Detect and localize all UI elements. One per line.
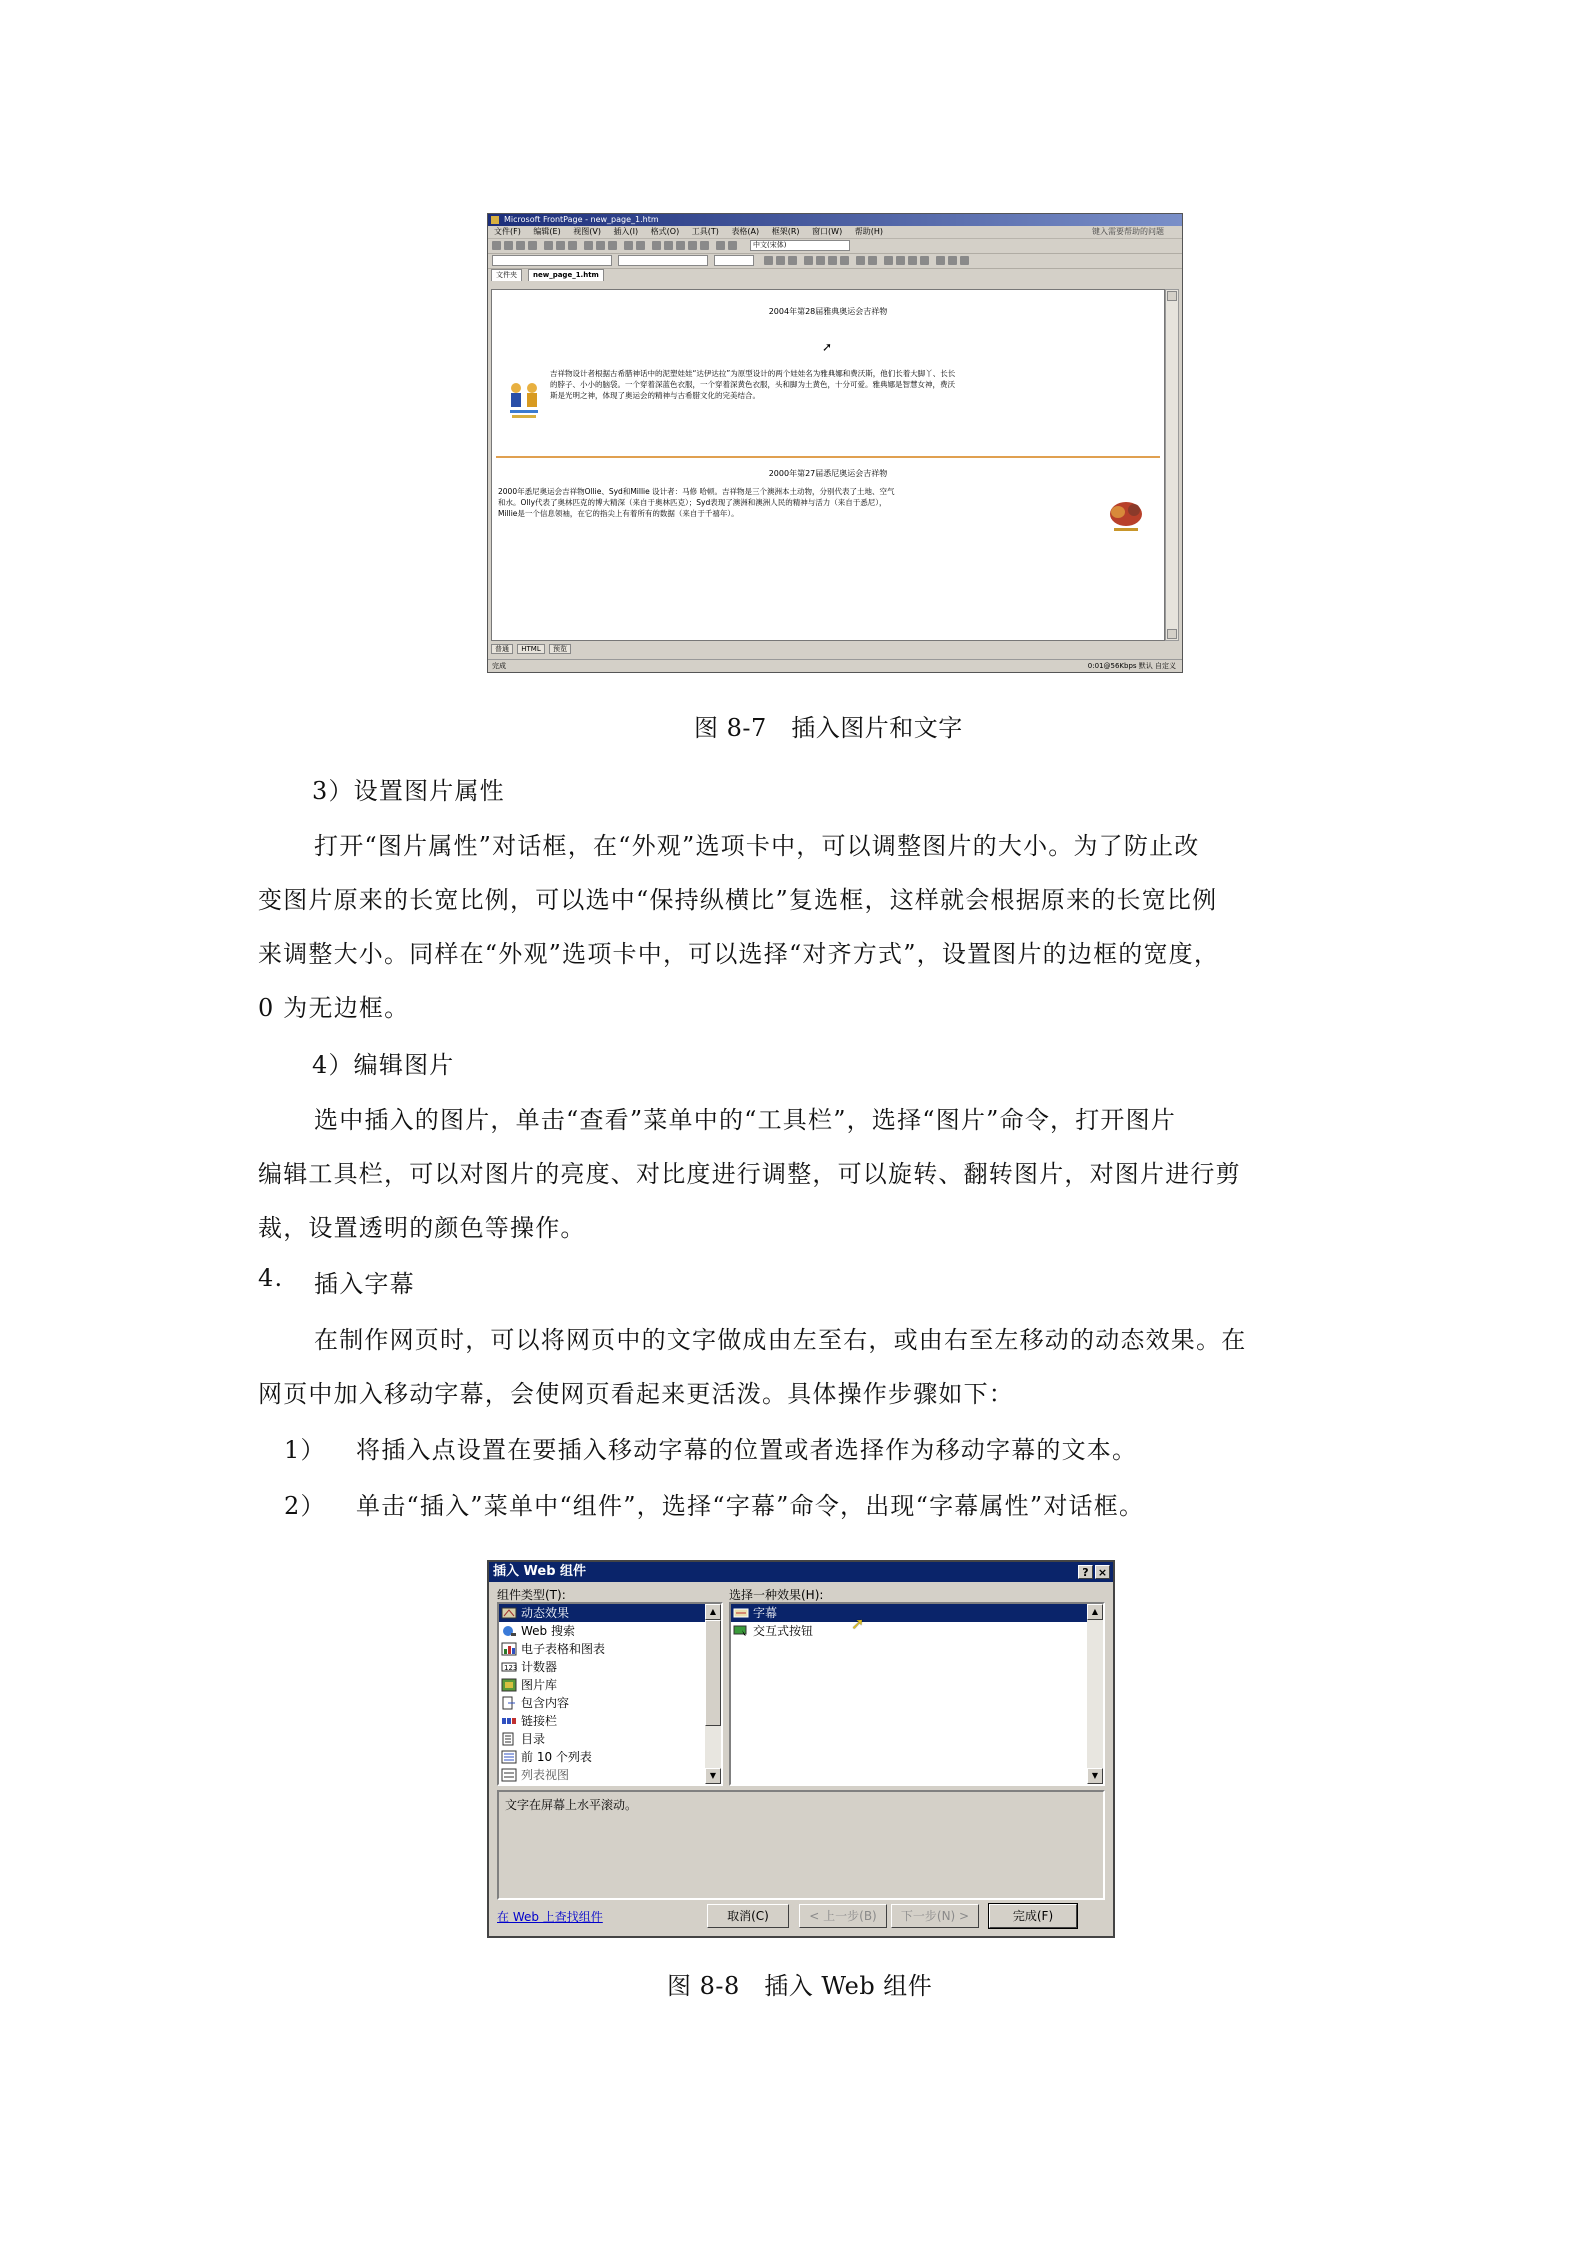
hyperlink-icon[interactable] <box>676 241 685 250</box>
indent-increase-icon[interactable] <box>920 256 929 265</box>
new-page-icon[interactable] <box>492 241 501 250</box>
fp-size-combo[interactable] <box>714 255 754 266</box>
step-1-number: 1） <box>284 1436 326 1464</box>
sydney-mascot-image <box>1104 498 1148 534</box>
underline-icon[interactable] <box>788 256 797 265</box>
effect-item-marquee[interactable]: 字幕 <box>731 1604 1087 1622</box>
fp-title-bar <box>488 214 1182 226</box>
bullets-icon[interactable] <box>896 256 905 265</box>
scroll-thumb[interactable] <box>705 1620 721 1726</box>
photo-gallery-icon <box>502 1679 516 1691</box>
fp-view-preview[interactable]: 预览 <box>549 644 571 654</box>
fp-view-html[interactable]: HTML <box>517 644 544 654</box>
fp-menu-format[interactable]: 格式(O) <box>650 227 680 236</box>
fp-font-combo[interactable] <box>618 255 708 266</box>
italic-icon[interactable] <box>776 256 785 265</box>
figure-8-8-caption: 图 8-8 插入 Web 组件 <box>667 1972 933 2000</box>
fp-language-combo[interactable]: 中文(宋体) <box>750 240 850 251</box>
redo-icon[interactable] <box>636 241 645 250</box>
fp-menu-view[interactable]: 视图(V) <box>573 227 601 236</box>
dialog-title-bar <box>489 1562 1113 1582</box>
type-item-table-of-contents[interactable]: 目录 <box>499 1730 721 1748</box>
step-2-number: 2） <box>284 1492 326 1520</box>
effect-description: 文字在屏幕上水平滚动。 <box>497 1790 1105 1900</box>
type-item-list-view[interactable]: 列表视图 <box>499 1766 721 1784</box>
close-button[interactable]: × <box>1095 1565 1110 1579</box>
fp-editing-area[interactable] <box>491 289 1165 641</box>
hit-counter-icon <box>502 1661 516 1673</box>
fp-para-athens: 吉祥物设计者根据古希腊神话中的泥塑娃娃“达伊达拉”为原型设计的两个娃娃名为雅典娜和费沃斯，他们长着大脚丫、长长的脖子、小小的脑袋。一个穿着深蓝色衣服，一个穿着深黄色衣服，头和脚为土黄色，十分可爱。雅典娜是智慧女神，费沃斯是光明之神，体现了奥运会的精神与古希腊文化的完美结合。 <box>550 369 956 400</box>
scroll-up-icon[interactable]: ▲ <box>705 1604 721 1620</box>
top-10-list-icon <box>502 1751 516 1763</box>
insert-picture-icon[interactable] <box>664 241 673 250</box>
fp-page-tab[interactable]: new_page_1.htm <box>528 269 604 281</box>
frontpage-app-icon <box>491 216 499 224</box>
fp-standard-toolbar <box>488 239 1182 254</box>
web-search-icon <box>502 1625 516 1637</box>
print-icon[interactable] <box>544 241 553 250</box>
para3-line3: 来调整大小。同样在“外观”选项卡中，可以选择“对齐方式”，设置图片的边框的宽度， <box>258 940 1220 968</box>
cancel-button[interactable]: 取消(C) <box>707 1904 789 1928</box>
font-color-icon[interactable] <box>960 256 969 265</box>
section-title: 插入字幕 <box>314 1270 415 1298</box>
component-type-list[interactable] <box>497 1602 723 1786</box>
align-left-icon[interactable] <box>804 256 813 265</box>
font-shrink-icon[interactable] <box>868 256 877 265</box>
copy-icon[interactable] <box>596 241 605 250</box>
type-item-photo-gallery[interactable]: 图片库 <box>499 1676 721 1694</box>
fp-folder-tab[interactable]: 文件夹 <box>491 269 522 281</box>
spreadsheet-chart-icon <box>502 1643 516 1655</box>
type-item-link-bar[interactable]: 链接栏 <box>499 1712 721 1730</box>
preview-icon[interactable] <box>556 241 565 250</box>
included-content-icon <box>502 1697 516 1709</box>
type-item-included-content[interactable]: 包含内容 <box>499 1694 721 1712</box>
para3-line1: 打开“图片属性”对话框，在“外观”选项卡中，可以调整图片的大小。为了防止改 <box>314 832 1200 860</box>
scroll-down-icon[interactable] <box>1167 629 1177 639</box>
numbering-icon[interactable] <box>884 256 893 265</box>
effect-list-scrollbar[interactable] <box>1087 1604 1103 1784</box>
type-list-scrollbar[interactable] <box>705 1604 721 1784</box>
frontpage-screenshot <box>487 213 1183 673</box>
scroll-up-icon[interactable]: ▲ <box>1087 1604 1103 1620</box>
fp-menu-help[interactable]: 帮助(H) <box>854 227 884 236</box>
refresh-icon[interactable] <box>688 241 697 250</box>
stop-icon[interactable] <box>700 241 709 250</box>
fp-status-right: 0:01@56Kbps 默认 自定义 <box>1087 662 1176 670</box>
para4-line3: 裁，设置透明的颜色等操作。 <box>258 1214 586 1242</box>
scroll-up-icon[interactable] <box>1167 291 1177 301</box>
fp-heading-sydney: 2000年第27届悉尼奥运会吉祥物 <box>768 469 888 478</box>
fp-doc-tabs <box>488 269 1182 280</box>
type-item-top-10-list[interactable]: 前 10 个列表 <box>499 1748 721 1766</box>
para5-line1: 在制作网页时，可以将网页中的文字做成由左至右，或由右至左移动的动态效果。在 <box>314 1326 1247 1354</box>
effect-list[interactable] <box>729 1602 1105 1786</box>
fp-view-tabs <box>491 644 573 654</box>
undo-icon[interactable] <box>624 241 633 250</box>
spelling-icon[interactable] <box>568 241 577 250</box>
mouse-cursor-icon: ➚ <box>822 340 833 354</box>
fp-menu-edit[interactable]: 编辑(E) <box>533 227 561 236</box>
fp-menu-tools[interactable]: 工具(T) <box>691 227 719 236</box>
item-4-title: 4）编辑图片 <box>312 1051 455 1079</box>
justify-icon[interactable] <box>840 256 849 265</box>
help-icon[interactable] <box>728 241 737 250</box>
fp-format-toolbar <box>488 254 1182 269</box>
align-center-icon[interactable] <box>816 256 825 265</box>
fp-menu-table[interactable]: 表格(A) <box>731 227 760 236</box>
help-button[interactable]: ? <box>1078 1565 1093 1579</box>
athens-mascot-image <box>506 380 542 420</box>
fp-menu-insert[interactable]: 插入(I) <box>613 227 639 236</box>
find-components-web-link[interactable]: 在 Web 上查找组件 <box>497 1910 603 1924</box>
align-right-icon[interactable] <box>828 256 837 265</box>
fp-menu-window[interactable]: 窗口(W) <box>812 227 843 236</box>
next-button[interactable]: 下一步(N) > <box>891 1904 979 1928</box>
interactive-button-icon <box>734 1625 748 1637</box>
step-2-text: 单击“插入”菜单中“组件”，选择“字幕”命令，出现“字幕属性”对话框。 <box>356 1492 1145 1520</box>
fp-style-combo[interactable] <box>492 255 612 266</box>
fp-help-question-box[interactable]: 键入需要帮助的问题 <box>1092 227 1164 236</box>
dialog-title: 插入 Web 组件 <box>493 1564 587 1579</box>
para3-line4: 0 为无边框。 <box>258 994 410 1022</box>
fp-heading-athens: 2004年第28届雅典奥运会吉祥物 <box>768 307 888 316</box>
svg-text:123: 123 <box>504 1664 518 1672</box>
back-button[interactable]: < 上一步(B) <box>799 1904 887 1928</box>
fp-status-left: 完成 <box>492 662 506 670</box>
type-item-web-search[interactable]: Web 搜索 <box>499 1622 721 1640</box>
highlight-icon[interactable] <box>948 256 957 265</box>
item-3-title: 3）设置图片属性 <box>312 777 505 805</box>
save-icon[interactable] <box>516 241 525 250</box>
effect-item-interactive-button[interactable]: 交互式按钮 <box>731 1622 1103 1640</box>
scroll-down-icon[interactable]: ▼ <box>705 1768 721 1784</box>
fp-menu-frames[interactable]: 框架(R) <box>771 227 800 236</box>
insert-web-component-dialog <box>487 1560 1115 1938</box>
table-of-contents-icon <box>502 1733 516 1745</box>
fp-para-sydney: 2000年悉尼奥运会吉祥物Ollie、Syd和Millie 设计者：马修 哈顿。吉祥物是三个澳洲本土动物，分别代表了土地、空气和水。Olly代表了奥林匹克的博大精深（来自于奥林匹克）；Syd表现了澳洲和澳洲人民的精神与活力（来自于悉尼），Millie是一个信息领袖，在它的指尖上有着所有的数据（来自于千禧年）。 <box>498 487 895 518</box>
fp-vertical-scrollbar[interactable] <box>1165 289 1179 641</box>
fp-window-title: Microsoft FrontPage - new_page_1.htm <box>504 215 659 224</box>
component-type-label: 组件类型(T): <box>497 1588 566 1602</box>
paste-icon[interactable] <box>608 241 617 250</box>
bold-icon[interactable] <box>764 256 773 265</box>
step-1-text: 将插入点设置在要插入移动字幕的位置或者选择作为移动字幕的文本。 <box>356 1436 1138 1464</box>
para4-line1: 选中插入的图片，单击“查看”菜单中的“工具栏”，选择“图片”命令，打开图片 <box>314 1106 1177 1134</box>
insert-table-icon[interactable] <box>652 241 661 250</box>
show-all-icon[interactable] <box>716 241 725 250</box>
para3-line2: 变图片原来的长宽比例，可以选中“保持纵横比”复选框，这样就会根据原来的长宽比例 <box>258 886 1218 914</box>
effect-label: 选择一种效果(H): <box>729 1588 824 1602</box>
type-item-spreadsheet-chart[interactable]: 电子表格和图表 <box>499 1640 721 1658</box>
publish-icon[interactable] <box>528 241 537 250</box>
list-view-icon <box>502 1769 516 1781</box>
link-bar-icon <box>502 1715 516 1727</box>
type-item-dynamic-effects[interactable]: 动态效果 <box>499 1604 721 1622</box>
para5-line2: 网页中加入移动字幕，会使网页看起来更活泼。具体操作步骤如下： <box>258 1380 1014 1408</box>
type-item-hit-counter[interactable]: 123 计数器 <box>504 1660 558 1674</box>
marquee-icon <box>734 1607 748 1619</box>
font-grow-icon[interactable] <box>856 256 865 265</box>
mouse-cursor-icon: ➚ <box>851 1614 865 1633</box>
scroll-down-icon[interactable]: ▼ <box>1087 1768 1103 1784</box>
fp-status-bar <box>488 659 1182 672</box>
fp-horizontal-rule <box>496 456 1160 458</box>
finish-button[interactable]: 完成(F) <box>989 1904 1077 1928</box>
fp-menu-bar <box>488 226 1182 239</box>
figure-8-7-caption: 图 8-7 插入图片和文字 <box>694 714 963 742</box>
fp-menu-file[interactable]: 文件(F) <box>494 227 521 236</box>
open-icon[interactable] <box>504 241 513 250</box>
indent-decrease-icon[interactable] <box>908 256 917 265</box>
cut-icon[interactable] <box>584 241 593 250</box>
fp-view-normal[interactable]: 普通 <box>491 644 513 654</box>
borders-icon[interactable] <box>936 256 945 265</box>
section-number: 4. <box>258 1264 284 1292</box>
dynamic-effects-icon <box>502 1607 516 1619</box>
para4-line2: 编辑工具栏，可以对图片的亮度、对比度进行调整，可以旋转、翻转图片，对图片进行剪 <box>258 1160 1241 1188</box>
